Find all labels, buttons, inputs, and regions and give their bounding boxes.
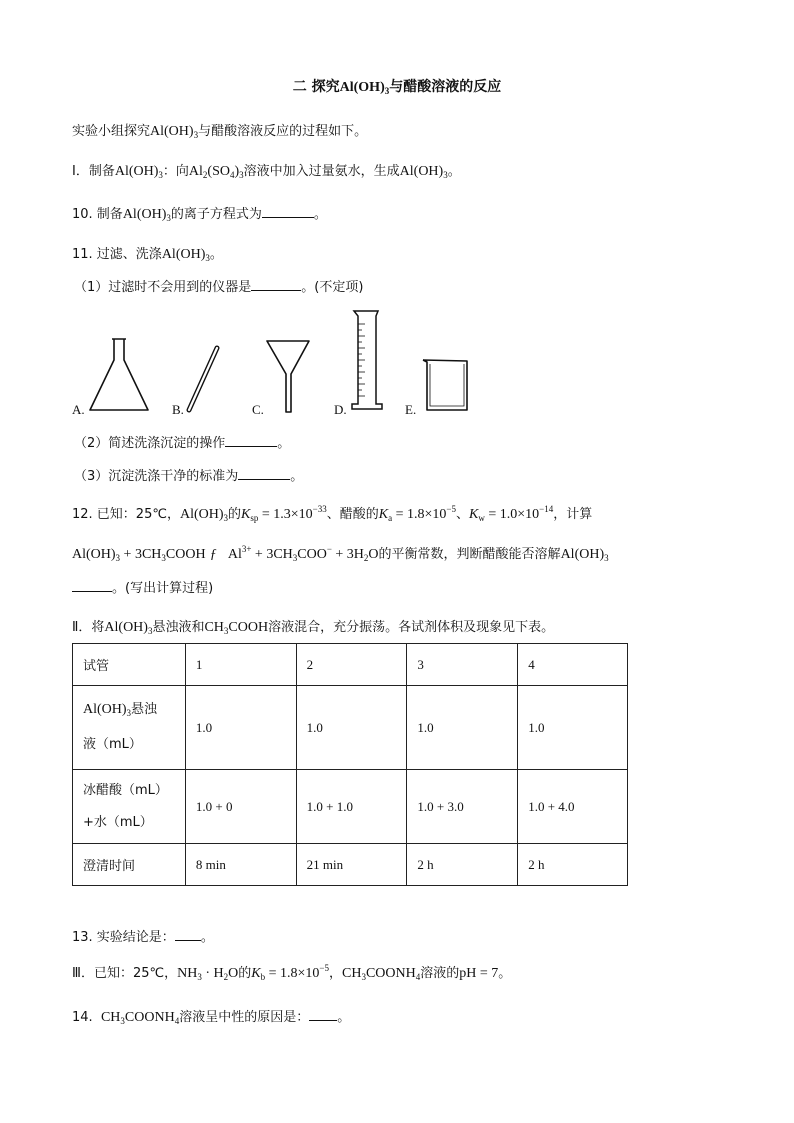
formula-al-oh3: $Al(OH)_3$ [339, 80, 390, 96]
option-e-label: E. [405, 402, 417, 417]
option-b-label: B. [172, 402, 184, 417]
part1-colon: ：向 [162, 164, 189, 179]
option-c-label: C. [252, 402, 264, 417]
answer-blank[interactable] [238, 467, 290, 480]
table-cell: 1.0 + 3.0 [407, 770, 518, 844]
table-cell: 1.0 [407, 686, 518, 770]
table-cell: 4 [518, 644, 628, 686]
answer-blank[interactable] [251, 278, 301, 291]
q14-number: 14. [72, 1010, 93, 1025]
part3-solution: 溶液的 [420, 966, 460, 981]
part3-line [72, 962, 511, 982]
table-cell: 1.0 [296, 686, 407, 770]
table-cell: 1.0 + 1.0 [296, 770, 407, 844]
intro-text-pre: 实验小组探究 [72, 124, 151, 139]
table-cell: 21 min [296, 844, 407, 886]
formula-al-oh3: $Al(OH)_3$ [560, 547, 609, 563]
part3-label: Ⅲ．已知：25℃， [72, 966, 178, 981]
question-11 [72, 243, 223, 263]
q12-sep1: 、醋酸的 [326, 507, 379, 522]
q12-after-eq: 的平衡常数，判断醋酸能否溶解 [378, 547, 561, 562]
table-header-cell: 冰醋酸（mL） +水（mL） [73, 770, 186, 844]
q11-sub2 [74, 432, 290, 451]
q12-number: 12. 已知：25℃， [72, 507, 180, 522]
part3-end: 。 [498, 966, 512, 981]
q11-sub2-post: 。 [277, 436, 291, 451]
formula-nh3-h2o: $NH_3 \cdot H_2O$ [177, 966, 239, 982]
answer-blank[interactable] [225, 434, 277, 447]
option-a-label: A. [72, 402, 85, 417]
formula-al-oh3: $Al(OH)_3$ [150, 124, 199, 140]
table-cell: 1.0 + 0 [185, 770, 296, 844]
section-title-suffix: 与醋酸溶液的反应 [389, 79, 502, 95]
table-header-cell: 澄清时间 [73, 844, 186, 886]
table-cell: 1.0 + 4.0 [518, 770, 628, 844]
formula-al-oh3: $Al(OH)_3$ [104, 620, 153, 636]
answer-blank[interactable] [72, 579, 112, 592]
option-d-label: D. [334, 402, 347, 417]
q10-text: 的离子方程式为 [170, 207, 262, 222]
question-13 [72, 926, 214, 945]
table-cell: 2 h [518, 844, 628, 886]
q12-equation-line [72, 543, 609, 563]
table-row [73, 770, 628, 844]
q12-sep2: 、 [455, 507, 469, 522]
q12-line3-text: 。(写出计算过程) [112, 581, 214, 596]
part2-susp: 悬浊液和 [152, 620, 205, 635]
q11-sub3-text: （3）沉淀洗涤干净的标准为 [74, 469, 239, 484]
table-header-cell: 试管 [73, 644, 186, 686]
q11-sub2-text: （2）简述洗涤沉淀的操作 [74, 436, 226, 451]
answer-blank[interactable] [309, 1008, 337, 1021]
question-10 [72, 203, 327, 223]
ksp-expression: $K_{sp} = 1.3\times 10^{-33}$ [241, 504, 327, 523]
table-cell: 3 [407, 644, 518, 686]
table-row [73, 686, 628, 770]
table-cell: 1.0 [185, 686, 296, 770]
table-cell: 1 [185, 644, 296, 686]
formula-al-oh3: $Al(OH)_3$ [161, 247, 210, 263]
part1-end: 。 [447, 164, 461, 179]
part3-de: 的 [238, 966, 252, 981]
funnel-icon [264, 338, 312, 416]
part1-label: Ⅰ．制备 [72, 164, 115, 179]
formula-ch3coonh4: $CH_3COONH_4$ [100, 1010, 180, 1026]
table-cell: 1.0 [518, 686, 628, 770]
q11-sub1-post: 。(不定项) [301, 280, 364, 295]
formula-ch3coonh4: $CH_3COONH_4$ [342, 966, 421, 982]
answer-blank[interactable] [175, 928, 201, 941]
beaker-icon [420, 356, 472, 414]
question-12 [72, 503, 592, 523]
part2-label: Ⅱ．将 [72, 620, 105, 635]
erlenmeyer-flask-icon [86, 336, 152, 414]
q11-sub3 [74, 465, 303, 484]
q10-number: 10. 制备 [72, 207, 123, 222]
answer-blank[interactable] [262, 205, 314, 218]
part3-comma: ， [328, 966, 342, 981]
q14-end: 。 [337, 1010, 351, 1025]
formula-al-oh3: $Al(OH)_3$ [114, 164, 163, 180]
formula-al2-so4-3: $Al_2(SO_4)_3$ [188, 164, 244, 180]
formula-al-oh3: $Al(OH)_3$ [399, 164, 448, 180]
part1-mid: 溶液中加入过量氨水，生成 [243, 164, 400, 179]
part2-line [72, 616, 554, 636]
formula-ch3cooh: $CH_3COOH$ [204, 620, 269, 636]
equation-left: $Al(OH)_3$ + $3CH_3COOH$ [72, 547, 206, 563]
ph-value: pH = 7 [459, 966, 499, 981]
q11-end: 。 [209, 247, 223, 262]
ka-expression: $K_a = 1.8\times 10^{-5}$ [378, 504, 456, 523]
formula-al-oh3: $Al(OH)_3$ [83, 702, 132, 718]
q10-end: 。 [313, 207, 327, 222]
equilibrium-arrow-icon: ƒ [209, 547, 217, 562]
intro-text-post: 与醋酸溶液反应的过程如下。 [198, 124, 368, 139]
table-cell: 8 min [185, 844, 296, 886]
q11-sub1 [74, 276, 363, 295]
table-header-cell: $Al(OH)_3$悬浊 液（mL） [73, 686, 186, 770]
table-row [73, 844, 628, 886]
graduated-cylinder-icon [348, 308, 386, 414]
formula-al-oh3: $Al(OH)_3$ [122, 207, 171, 223]
equation-right: $Al^{3+} + 3CH_3COO^- + 3H_2O$ [220, 544, 379, 563]
table-cell: 2 h [407, 844, 518, 886]
part1-line [72, 160, 461, 180]
section-title [0, 76, 794, 96]
q14-text: 溶液呈中性的原因是： [179, 1010, 310, 1025]
section-title-prefix: 二 探究 [292, 79, 340, 95]
q12-calc: ，计算 [553, 507, 593, 522]
intro-line [72, 120, 367, 140]
kw-expression: $K_w = 1.0\times 10^{-14}$ [469, 504, 554, 523]
q13-end: 。 [200, 930, 214, 945]
table-row [73, 644, 628, 686]
part2-post: 溶液混合，充分振荡。各试剂体积及现象见下表。 [268, 620, 555, 635]
formula-al-oh3: $Al(OH)_3$ [179, 507, 228, 523]
q12-de: 的 [228, 507, 242, 522]
q11-sub3-post: 。 [290, 469, 304, 484]
glass-rod-icon [184, 344, 224, 416]
q11-sub1-text: （1）过滤时不会用到的仪器是 [74, 280, 252, 295]
q13-text: 13. 实验结论是： [72, 930, 175, 945]
q11-number: 11. 过滤、洗涤 [72, 247, 162, 262]
table-cell: 2 [296, 644, 407, 686]
experiment-table [72, 643, 628, 886]
kb-expression: $K_b = 1.8\times 10^{-5}$ [251, 963, 329, 982]
question-14 [72, 1006, 350, 1026]
q12-line3 [72, 577, 213, 596]
